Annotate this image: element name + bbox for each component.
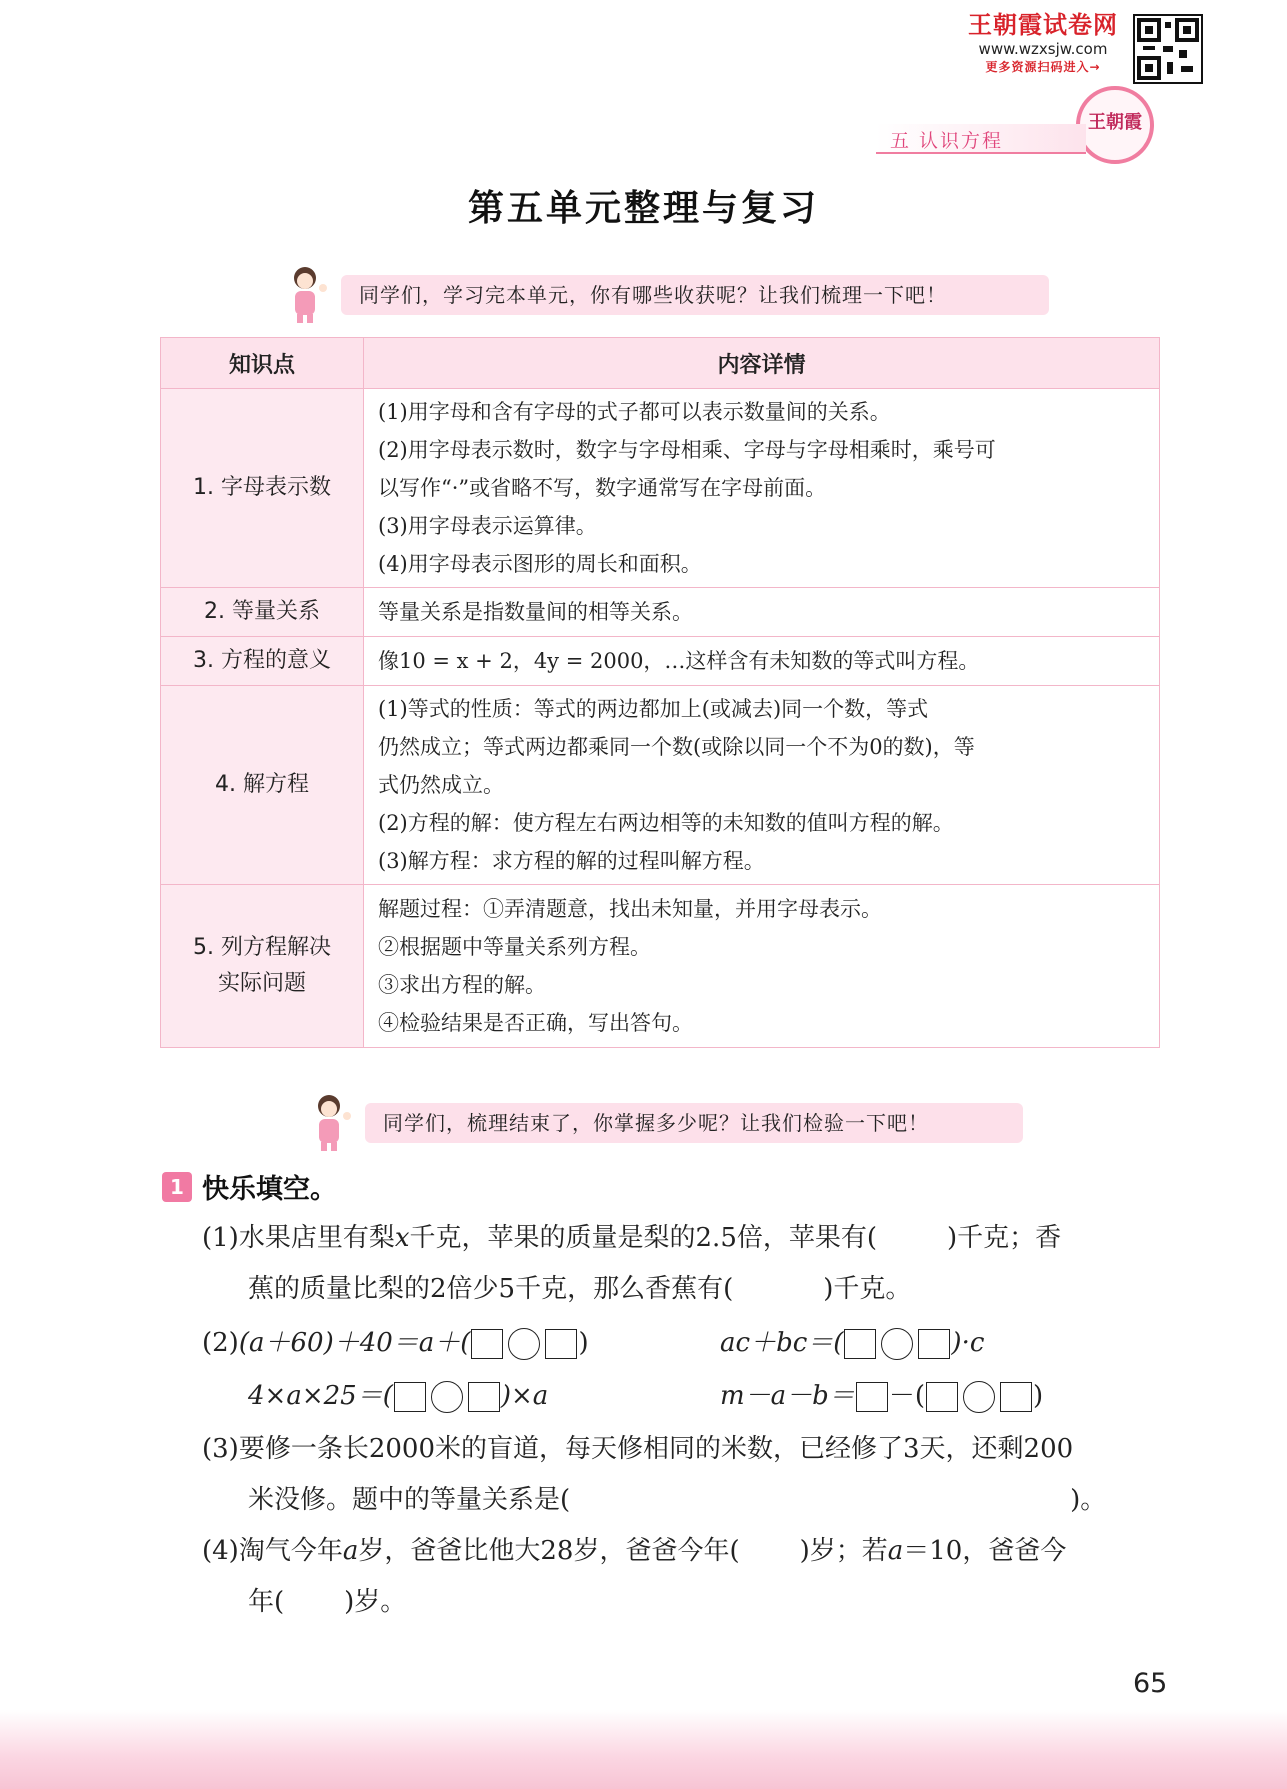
content-line: 仍然成立；等式两边都乘同一个数(或除以同一个不为0的数)，等 [378,735,975,759]
row-content [364,637,1160,686]
brand-url: www.wzxsjw.com [978,40,1108,58]
answer-box[interactable] [926,1382,958,1412]
question-1-line-2: 蕉的质量比梨的2倍少5千克，那么香蕉有( )千克。 [248,1274,912,1304]
question-1-line-1: (1)水果店里有梨x千克，苹果的质量是梨的2.5倍，苹果有( )千克；香 [202,1223,1062,1253]
row-key: 2. 等量关系 [161,588,364,637]
brand-block [958,10,1128,76]
speech-bubble-review: 同学们，学习完本单元，你有哪些收获呢？让我们梳理一下吧！ [341,275,1049,315]
unit-tag [876,124,1086,154]
content-line: (2)用字母表示数时，数字与字母相乘、字母与字母相乘时，乘号可 [378,438,996,462]
unit-tag-label: 五 认识方程 [890,130,1004,152]
exercise-number-badge: 1 [162,1172,192,1202]
knowledge-table [160,337,1160,1048]
content-line: ④检验结果是否正确，写出答句。 [378,1011,693,1035]
page-number: 65 [1133,1668,1168,1699]
content-line: 以写作“·”或省略不写，数字通常写在字母前面。 [378,476,827,500]
seal-text: 王朝霞 [1088,112,1142,133]
content-line: 式仍然成立。 [378,773,504,797]
row-key: 3. 方程的意义 [161,637,364,686]
answer-box[interactable] [471,1329,503,1359]
row-key-line: 实际问题 [217,971,306,996]
answer-box[interactable] [844,1329,876,1359]
answer-box[interactable] [468,1382,500,1412]
row-key-line: 5. 列方程解决 [193,935,331,960]
answer-box[interactable] [856,1382,888,1412]
brand-name: 王朝霞试卷网 [968,11,1118,39]
teacher-icon [283,264,333,324]
content-line: (4)用字母表示图形的周长和面积。 [378,552,702,576]
row-key: 1. 字母表示数 [161,389,364,588]
table-header-row [161,338,1160,389]
content-line: (3)用字母表示运算律。 [378,514,597,538]
content-line: ②根据题中等量关系列方程。 [378,935,651,959]
answer-box[interactable] [545,1329,577,1359]
answer-circle[interactable] [881,1328,913,1360]
answer-circle[interactable] [963,1381,995,1413]
table-row [161,389,1160,588]
answer-circle[interactable] [431,1381,463,1413]
table-row [161,588,1160,637]
speech-bubble-check: 同学们，梳理结束了，你掌握多少呢？让我们检验一下吧！ [365,1103,1023,1143]
content-line: 像10 = x + 2，4y = 2000，…这样含有未知数的等式叫方程。 [378,649,980,673]
answer-box[interactable] [918,1329,950,1359]
content-line: (3)解方程：求方程的解的过程叫解方程。 [378,849,765,873]
row-content [364,686,1160,885]
brand-seal-logo [1076,86,1154,164]
answer-box[interactable] [394,1382,426,1412]
table-row [161,885,1160,1048]
teacher-icon [307,1092,357,1152]
table-row [161,637,1160,686]
question-4-line-1: (4)淘气今年a岁，爸爸比他大28岁，爸爸今年( )岁；若a＝10，爸爸今 [202,1536,1067,1566]
question-3-line-1: (3)要修一条长2000米的盲道，每天修相同的米数，已经修了3天，还剩200 [202,1434,1074,1464]
answer-circle[interactable] [508,1328,540,1360]
row-content [364,389,1160,588]
answer-box[interactable] [1000,1382,1032,1412]
question-2-line-1a: (2)(a＋60)＋40＝a＋( ) [202,1328,589,1358]
question-2-line-1b: ac＋bc＝( )·c [720,1328,985,1358]
content-line: (2)方程的解：使方程左右两边相等的未知数的值叫方程的解。 [378,811,954,835]
content-line: (1)用字母和含有字母的式子都可以表示数量间的关系。 [378,400,891,424]
question-2-line-2a: 4×a×25＝( )×a [248,1381,549,1411]
exercise-title: 快乐填空。 [202,1174,337,1205]
brand-more: 更多资源扫码进入→ [985,60,1101,74]
question-4-line-2: 年( )岁。 [248,1587,407,1617]
content-line: (1)等式的性质：等式的两边都加上(或减去)同一个数，等式 [378,697,929,721]
row-content [364,588,1160,637]
question-2-line-2b: m－a－b＝ －( ) [720,1381,1044,1411]
exercise-heading [162,1167,337,1206]
question-3-line-2: 米没修。题中的等量关系是( )。 [248,1485,1107,1515]
table-row [161,686,1160,885]
row-content [364,885,1160,1048]
content-line: 等量关系是指数量间的相等关系。 [378,600,693,624]
qr-code-icon [1133,14,1203,84]
content-line: ③求出方程的解。 [378,973,546,997]
row-key [161,885,364,1048]
content-line: 解题过程：①弄清题意，找出未知量，并用字母表示。 [378,897,882,921]
page-title: 第五单元整理与复习 [467,188,819,229]
bottom-decor-band [0,1710,1287,1789]
row-key: 4. 解方程 [161,686,364,885]
header-content-details: 内容详情 [364,338,1160,389]
header-knowledge-point: 知识点 [161,338,364,389]
